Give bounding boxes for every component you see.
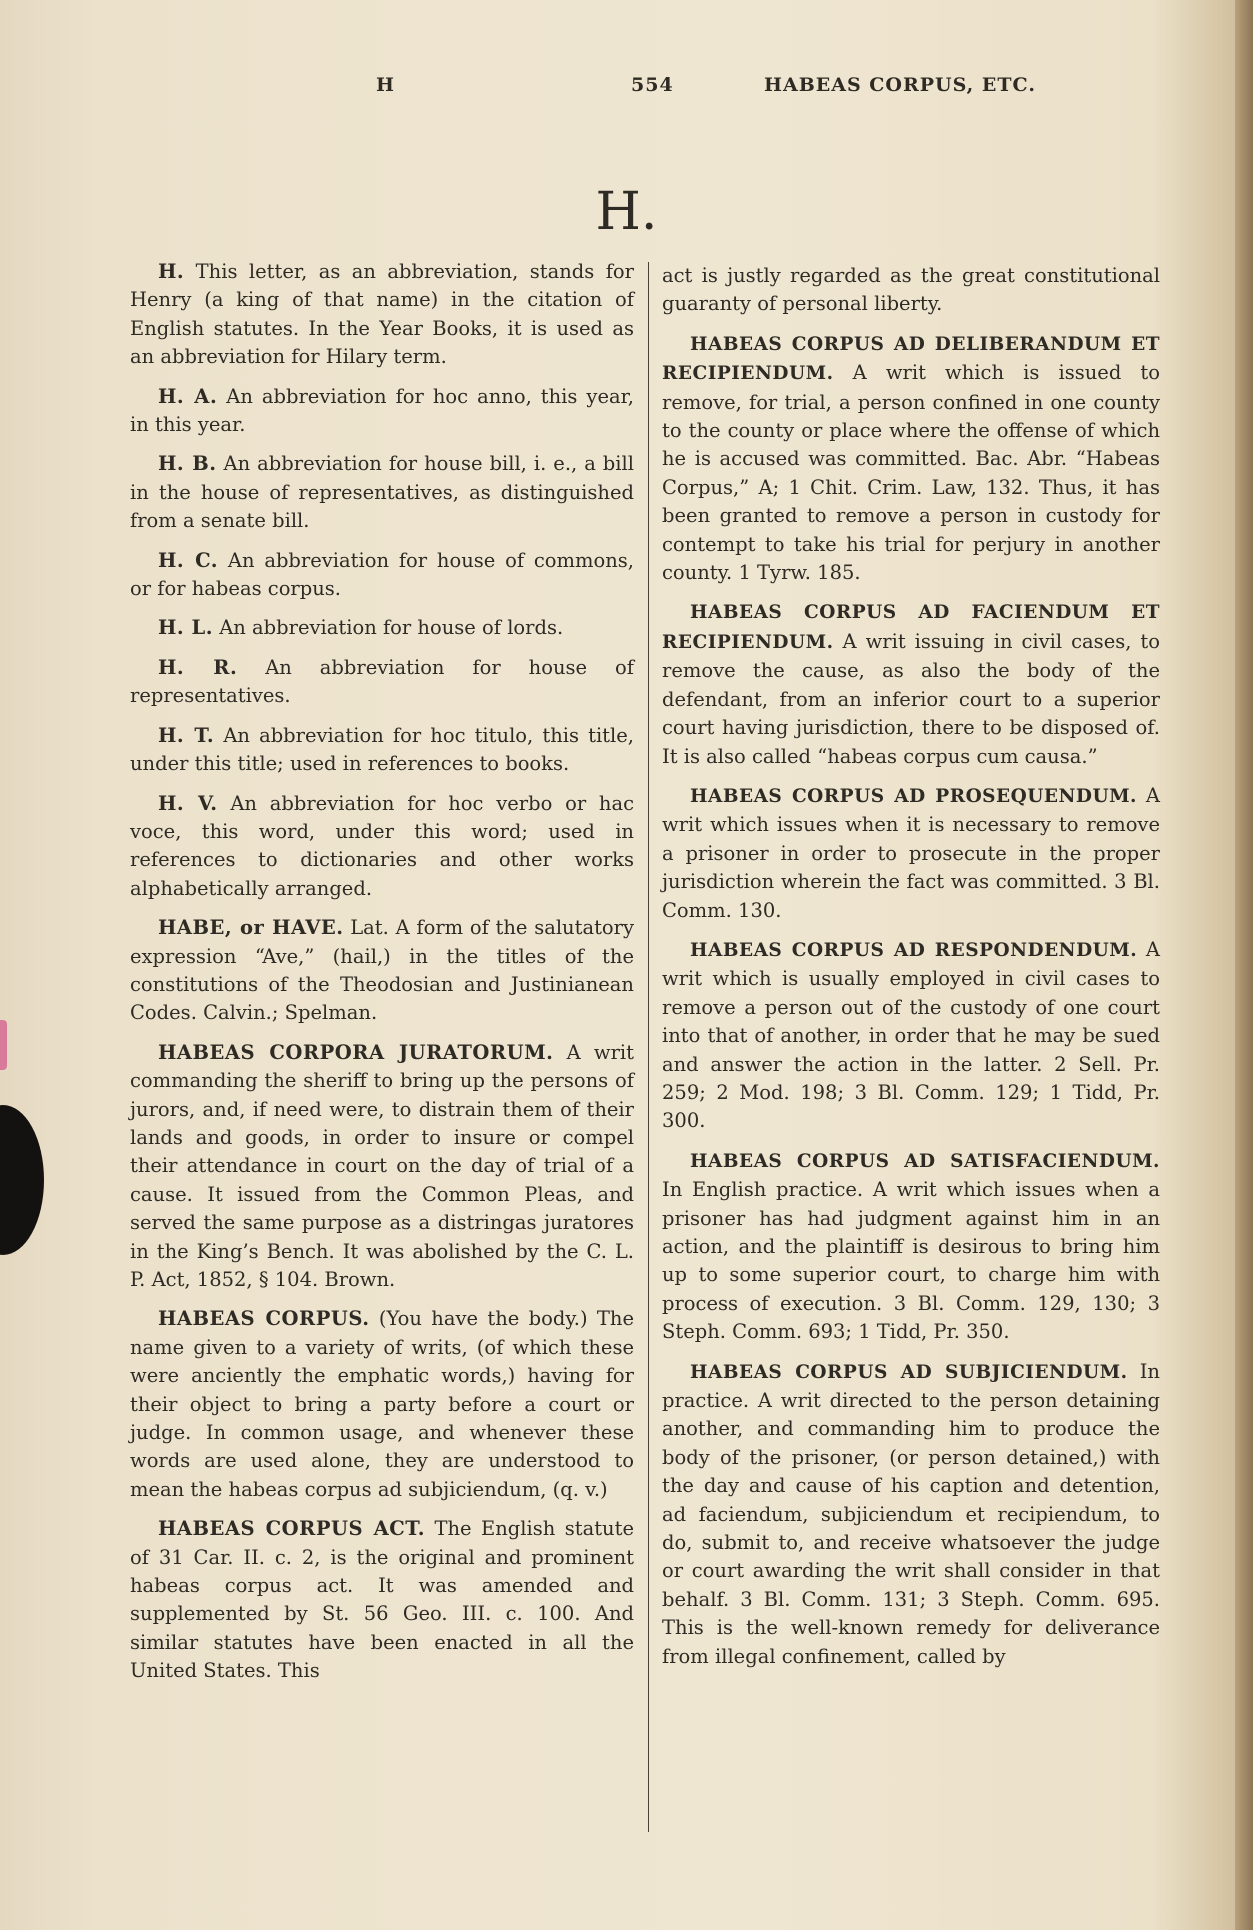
entry-term: HABEAS CORPORA JURATORUM. xyxy=(158,1040,554,1064)
entry-term: HABE, or HAVE. xyxy=(158,916,344,940)
entry xyxy=(662,936,1160,1136)
entry-term: HABEAS CORPUS AD RESPONDENDUM. xyxy=(690,939,1138,961)
entry-text: In practice. A writ directed to the person detaining another, and commanding him to produce the body of the prisoner, (or person detained,) with the day and cause of his caption and detention, ad faciendum, subjiciendum et recipiendum, to do, submit to, and receive whatsoever the judge or court awarding the writ shall consider in that behalf. 3 Bl. Comm. 131; 3 Steph. Comm. 695. This is the well-known remedy for deliverance from illegal confinement, called by xyxy=(662,1359,1160,1668)
entry-term: HABEAS CORPUS ACT. xyxy=(158,1517,426,1541)
entry xyxy=(130,614,634,642)
entry-text: An abbreviation for house of commons, or for habeas corpus. xyxy=(130,548,635,601)
page-tab-mark xyxy=(0,1020,7,1070)
entry-term: HABEAS CORPUS AD DELIBERANDUM ET RECIPIENDUM. xyxy=(662,333,1160,385)
entry-term: H. B. xyxy=(158,452,217,476)
entry xyxy=(130,654,634,711)
entry-text: An abbreviation for house of representatives. xyxy=(130,655,634,708)
entry-term: H. T. xyxy=(158,723,215,747)
entry xyxy=(130,383,634,440)
entry-term: HABEAS CORPUS AD SATISFACIENDUM. xyxy=(690,1150,1160,1172)
entry xyxy=(130,722,634,779)
running-header xyxy=(0,74,1253,104)
thumb-shadow xyxy=(0,1105,44,1255)
entry-text: A writ commanding the sheriff to bring up the persons of jurors, and, if need were, to distrain them of their lands and goods, in order to insure or compel their attendance in court on the day of trial of a cause. It issued from the Common Pleas, and served the same purpose as a distringas juratores in the King’s Bench. It was abolished by the C. L. P. Act, 1852, § 104. Brown. xyxy=(130,1040,634,1291)
entry-continuation: act is justly regarded as the great constitutional guaranty of personal liberty. xyxy=(662,264,1160,316)
entry-text: An abbreviation for hoc verbo or hac voce, this word, under this word; used in references to dictionaries and other works alphabetically arranged. xyxy=(130,791,635,900)
entry-term: H. R. xyxy=(158,655,238,679)
right-column xyxy=(662,262,1160,1682)
page-edge xyxy=(1235,0,1253,1930)
entry xyxy=(130,1039,634,1295)
entry-term: HABEAS CORPUS AD SUBJICIENDUM. xyxy=(690,1361,1128,1383)
entry xyxy=(130,1515,634,1685)
entry xyxy=(130,790,634,904)
entry-text: An abbreviation for house of lords. xyxy=(213,616,564,640)
entry-text: An abbreviation for hoc anno, this year, in this year. xyxy=(130,384,634,437)
entry xyxy=(130,1305,634,1504)
entry xyxy=(662,1147,1160,1347)
entry-text: An abbreviation for hoc titulo, this title, under this title; used in references to books. xyxy=(130,723,634,776)
entry-term: H. C. xyxy=(158,548,219,572)
entry xyxy=(662,330,1160,588)
column-divider xyxy=(648,262,649,1832)
entry-term: H. L. xyxy=(158,616,214,640)
entry xyxy=(130,547,634,604)
entry-text: An abbreviation for house bill, i. e., a bill in the house of representatives, as distinguished from a senate bill. xyxy=(130,452,634,533)
entry-text: A writ issuing in civil cases, to remove the cause, as also the body of the defendant, from an inferior court to a superior court having jurisdiction, there to be disposed of. It is also called “habeas corpus cum causa.” xyxy=(662,629,1160,768)
entry xyxy=(130,914,634,1028)
entry-text: In English practice. A writ which issues when a prisoner has had judgment against him in an action, and the plaintiff is desirous to bring him up to some superior court, to charge him with process of execution. 3 Bl. Comm. 129, 130; 3 Steph. Comm. 693; 1 Tidd, Pr. 350. xyxy=(662,1178,1160,1344)
entry xyxy=(130,258,634,372)
entry xyxy=(130,450,634,535)
header-letter: H xyxy=(376,74,395,96)
entry-term: HABEAS CORPUS. xyxy=(158,1307,370,1331)
page-number: 554 xyxy=(631,74,674,96)
entry-text: This letter, as an abbreviation, stands for Henry (a king of that name) in the citation of English statutes. In the Year Books, it is used as an abbreviation for Hilary term. xyxy=(130,260,634,369)
entry-text: A writ which is issued to remove, for trial, a person confined in one county to the county or place where the offense of which he is accused was committed. Bac. Abr. “Habeas Corpus,” A; 1 Chit. Crim. Law, 132. Thus, it has been granted to remove a person in custody for contempt to take his trial for perjury in another county. 1 Tyrw. 185. xyxy=(662,361,1160,585)
entry xyxy=(662,598,1160,770)
entry-text: (You have the body.) The name given to a variety of writs, (of which these were anciently the emphatic words,) having for their object to bring a party before a court or judge. In common usage, and whenever these words are used alone, they are understood to mean the habeas corpus ad subjiciendum, (q. v.) xyxy=(130,1307,634,1501)
entry-term: HABEAS CORPUS AD FACIENDUM ET RECIPIENDUM. xyxy=(662,602,1160,653)
running-title: HABEAS CORPUS, ETC. xyxy=(764,74,1036,96)
entry-term: H. A. xyxy=(158,384,218,408)
section-letter: H. xyxy=(595,182,658,242)
entry xyxy=(662,782,1160,925)
entry-term: H. V. xyxy=(158,791,218,815)
entry xyxy=(662,1358,1160,1671)
entry-text: A writ which issues when it is necessary to remove a prisoner in order to prosecute in the proper jurisdiction wherein the fact was committed. 3 Bl. Comm. 130. xyxy=(662,783,1160,922)
entry-text: A writ which is usually employed in civil cases to remove a person out of the custody of one court into that of another, in order that he may be sued and answer the action in the latter. 2 Sell. Pr. 259; 2 Mod. 198; 3 Bl. Comm. 129; 1 Tidd, Pr. 300. xyxy=(662,937,1160,1133)
entry-term: H. xyxy=(158,260,185,283)
entry-text: Lat. A form of the salutatory expression “Ave,” (hail,) in the titles of the constitutions of the Theodosian and Justinianean Codes. Calvin.; Spelman. xyxy=(130,916,634,1025)
entry-term: HABEAS CORPUS AD PROSEQUENDUM. xyxy=(690,785,1137,807)
entry-text: The English statute of 31 Car. II. c. 2, is the original and prominent habeas corpus act. It was amended and supplemented by St. 56 Geo. III. c. 100. And similar statutes have been enacted in all the United States. This xyxy=(130,1517,634,1683)
left-column xyxy=(130,258,634,1697)
